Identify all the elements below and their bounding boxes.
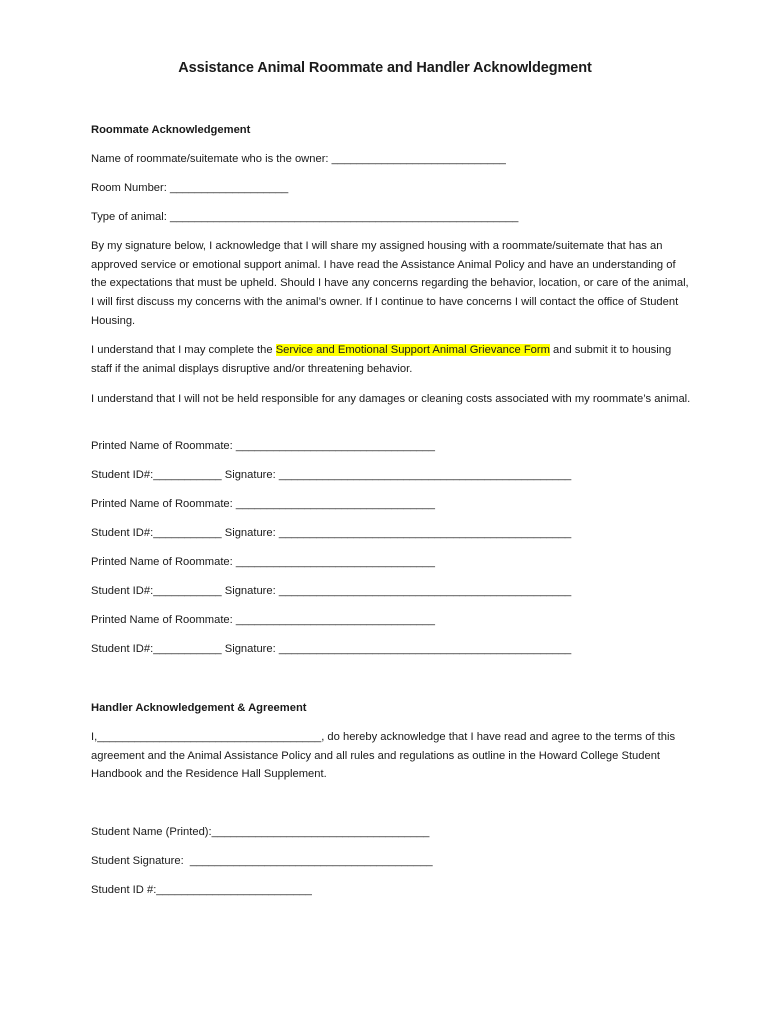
grievance-form-link[interactable]: Service and Emotional Support Animal Grievance Form [275,344,550,356]
handler-section-heading: Handler Acknowledgement & Agreement [91,702,307,714]
document-title: Assistance Animal Roommate and Handler Acknowldegment [178,60,592,76]
room-number-field[interactable]: Room Number: ___________________ [91,182,289,194]
roommate-id-signature-field-1[interactable]: Student ID#:___________ Signature: _______________________________________________ [91,469,572,481]
grievance-paragraph-after: and submit it to housing staff if the animal displays disruptive and/or threatening behavior. [91,344,672,375]
acknowledgement-paragraph: By my signature below, I acknowledge that I will share my assigned housing with a roommate/suitemate that has an approved service or emotional support animal. I have read the Assistance Animal Policy and have an understanding of the expectations that must be upheld. Should I have any concerns regarding the behavior, location, or care of the animal, I will first discuss my concerns with the animal’s owner. If I continue to have concerns I will contact the office of Student Housing. [91,240,689,327]
owner-name-field[interactable]: Name of roommate/suitemate who is the owner: ____________________________ [91,153,506,165]
roommate-printed-name-field-2[interactable]: Printed Name of Roommate: ________________________________ [91,498,435,510]
student-signature-field[interactable]: Student Signature: _______________________________________ [91,855,433,867]
roommate-printed-name-field-1[interactable]: Printed Name of Roommate: ________________________________ [91,440,435,452]
grievance-paragraph [91,341,691,378]
liability-paragraph: I understand that I will not be held responsible for any damages or cleaning costs associated with my roommate’s animal. [91,393,691,405]
animal-type-field[interactable]: Type of animal: ________________________________________________________ [91,211,519,223]
roommate-id-signature-field-2[interactable]: Student ID#:___________ Signature: _______________________________________________ [91,527,572,539]
roommate-id-signature-field-3[interactable]: Student ID#:___________ Signature: _______________________________________________ [91,585,572,597]
student-id-field[interactable]: Student ID #:_________________________ [91,884,312,896]
student-name-field[interactable]: Student Name (Printed):___________________________________ [91,826,430,838]
roommate-printed-name-field-3[interactable]: Printed Name of Roommate: ________________________________ [91,556,435,568]
roommate-id-signature-field-4[interactable]: Student ID#:___________ Signature: _______________________________________________ [91,643,572,655]
roommate-section-heading: Roommate Acknowledgement [91,124,251,136]
roommate-printed-name-field-4[interactable]: Printed Name of Roommate: ________________________________ [91,614,435,626]
grievance-paragraph-before: I understand that I may complete the [91,344,276,356]
handler-agreement-paragraph: I,____________________________________, do hereby acknowledge that I have read and agree to the terms of this agreement and the Animal Assistance Policy and all rules and regulations as outline in the Howard College Student Handbook and the Residence Hall Supplement. [91,731,676,781]
